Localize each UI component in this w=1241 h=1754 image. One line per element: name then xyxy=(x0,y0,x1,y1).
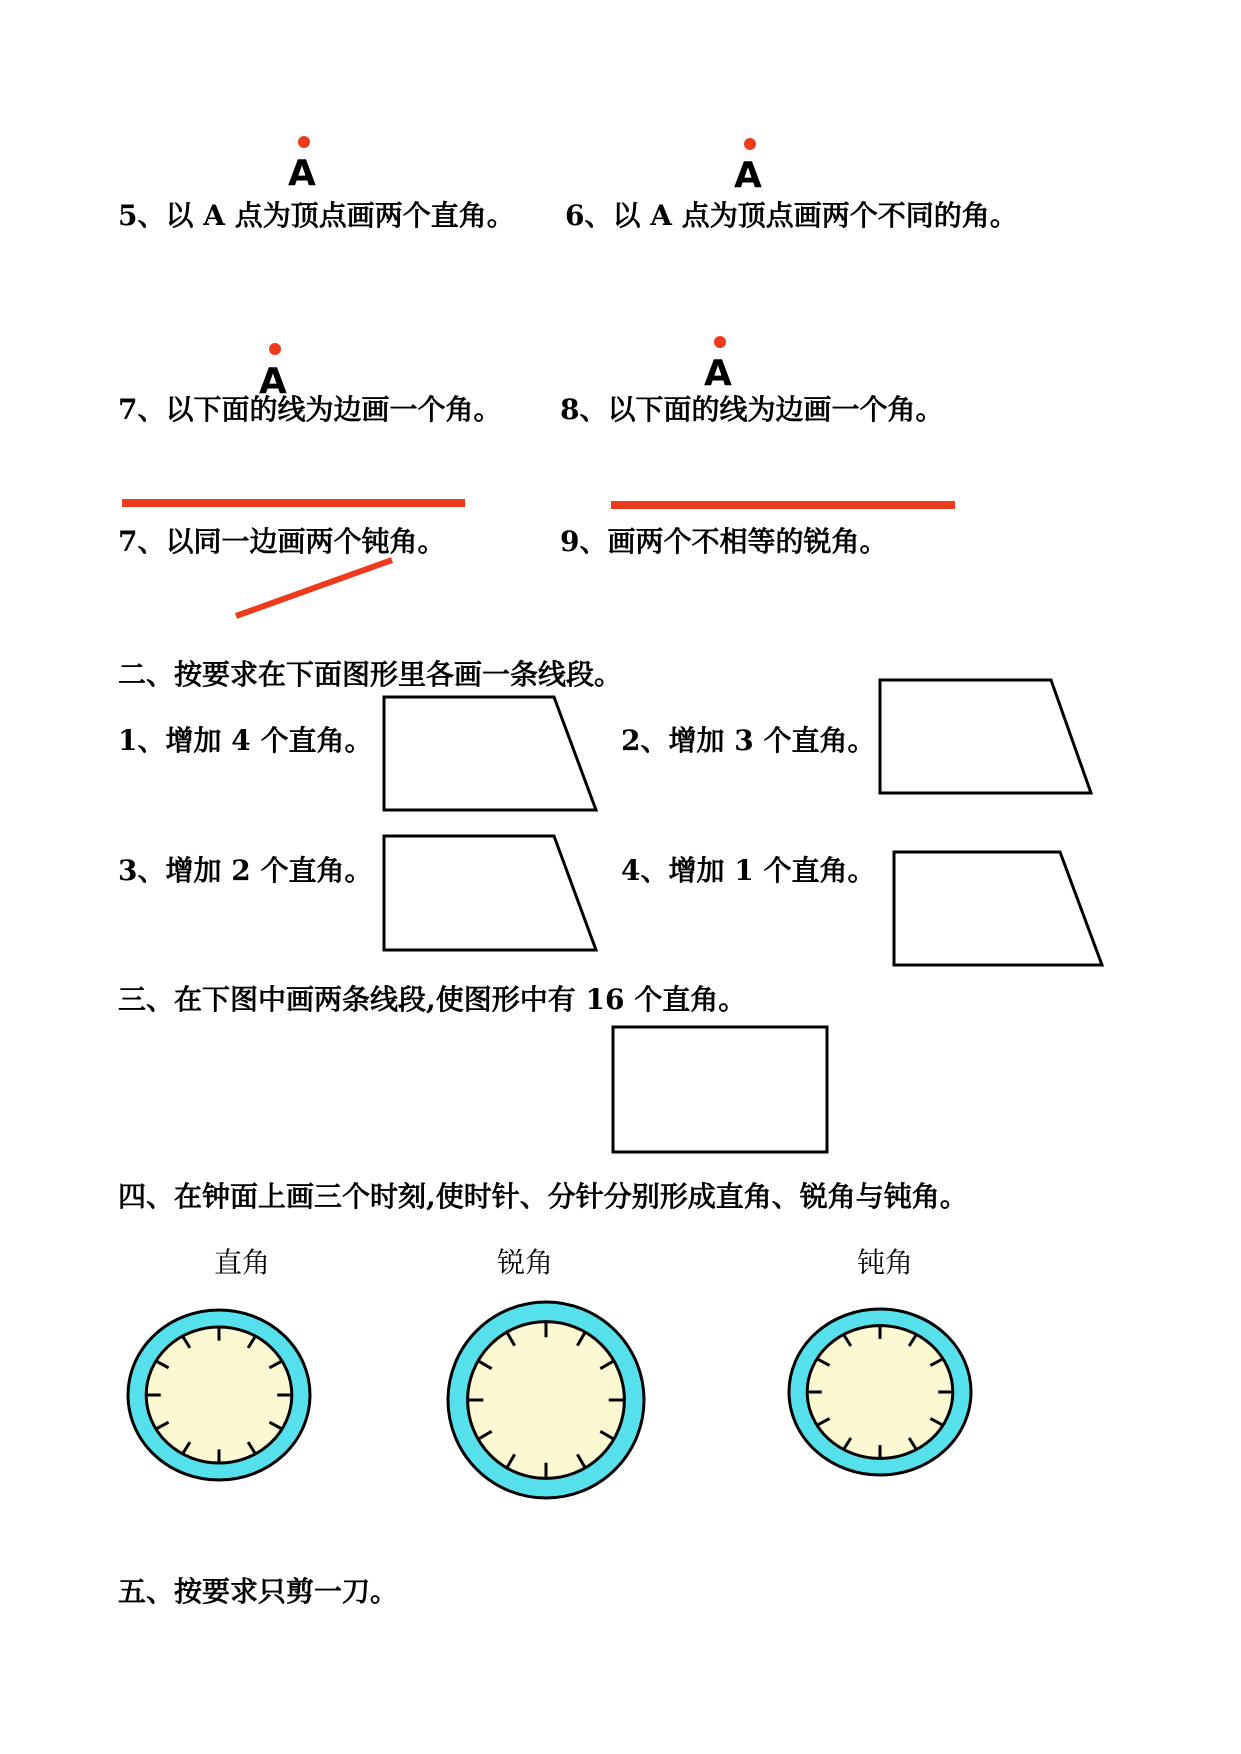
trapezoid-4 xyxy=(894,852,1102,965)
clock-label-obtuse-angle: 钝角 xyxy=(857,1246,914,1279)
section-2-item-1: 1、增加 4 个直角。 xyxy=(118,724,373,757)
point-a-label: A xyxy=(288,153,316,194)
point-a-label: A xyxy=(704,353,732,394)
question-5: 5、以 A 点为顶点画两个直角。 xyxy=(118,199,515,232)
clock-dial xyxy=(468,1322,625,1479)
clock-label-acute-angle: 锐角 xyxy=(497,1246,554,1279)
section-2-heading: 二、按要求在下面图形里各画一条线段。 xyxy=(118,658,623,691)
clock-face-obtuse-angle xyxy=(789,1309,971,1475)
section-2-item-3: 3、增加 2 个直角。 xyxy=(118,854,373,887)
rectangle xyxy=(613,1027,827,1152)
clock-face-acute-angle xyxy=(448,1302,644,1498)
clock-face-right-angle xyxy=(128,1310,310,1480)
question-9: 9、画两个不相等的锐角。 xyxy=(560,525,888,558)
clock-dial xyxy=(807,1326,953,1459)
section-4-heading: 四、在钟面上画三个时刻,使时针、分针分别形成直角、锐角与钝角。 xyxy=(118,1180,968,1213)
question-7-line: 7、以下面的线为边画一个角。 xyxy=(118,393,502,426)
point-a-label: A xyxy=(259,361,287,402)
section-5-heading: 五、按要求只剪一刀。 xyxy=(118,1575,399,1608)
point-a-label: A xyxy=(734,155,762,196)
trapezoid-1 xyxy=(384,697,596,810)
question-6: 6、以 A 点为顶点画两个不同的角。 xyxy=(565,199,1018,232)
trapezoid-2 xyxy=(880,680,1091,793)
section-2-item-4: 4、增加 1 个直角。 xyxy=(621,854,876,887)
section-3-heading: 三、在下图中画两条线段,使图形中有 16 个直角。 xyxy=(118,983,747,1016)
question-8: 8、以下面的线为边画一个角。 xyxy=(560,393,944,426)
red-line xyxy=(236,560,392,616)
section-2-item-2: 2、增加 3 个直角。 xyxy=(621,724,876,757)
question-7-obtuse: 7、以同一边画两个钝角。 xyxy=(118,525,446,558)
trapezoid-3 xyxy=(384,836,596,950)
clock-dial xyxy=(146,1327,292,1463)
clock-label-right-angle: 直角 xyxy=(214,1246,271,1279)
